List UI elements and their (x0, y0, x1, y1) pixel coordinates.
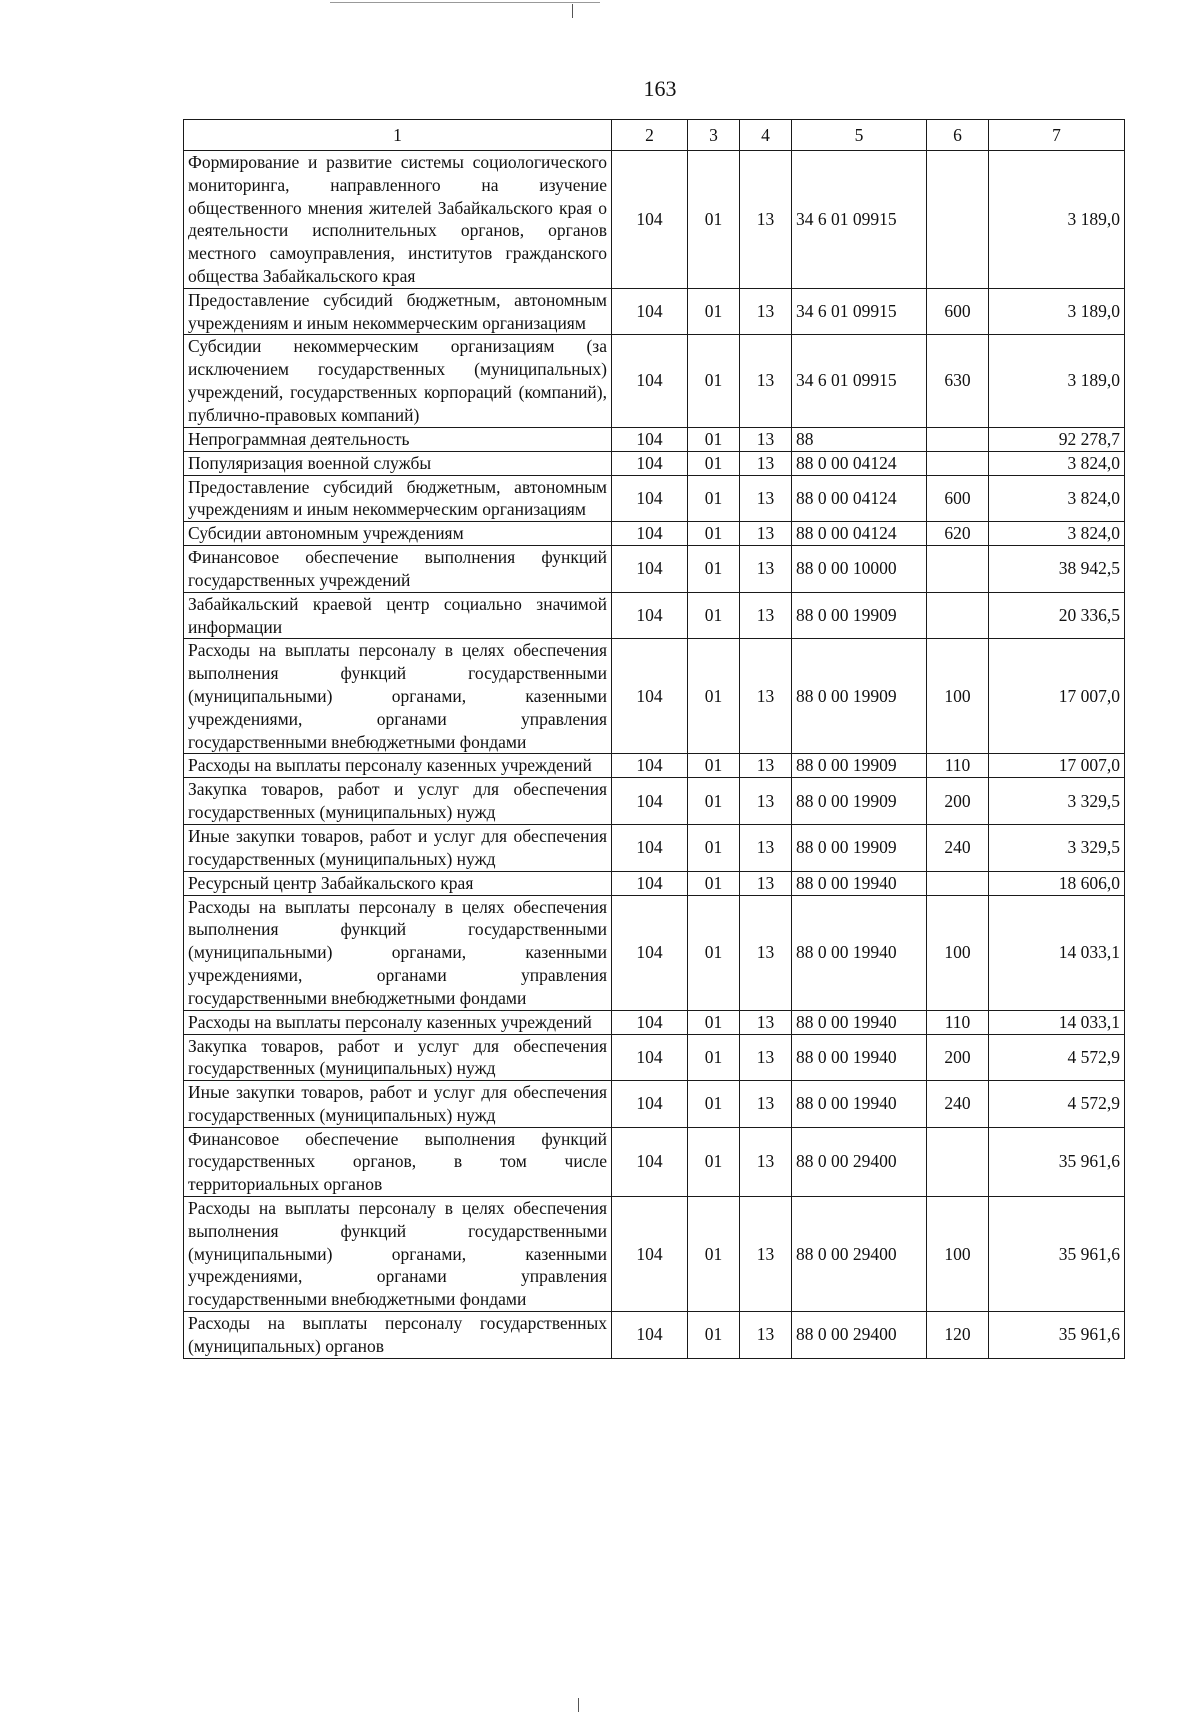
table-row (184, 895, 1125, 1010)
row-name-cell: Непрограммная деятельность (184, 427, 612, 451)
header-col-1: 1 (184, 120, 612, 151)
row-col2-cell: 104 (612, 151, 688, 289)
row-code-cell: 88 0 00 04124 (792, 475, 927, 522)
row-sum-cell: 4 572,9 (989, 1081, 1125, 1128)
row-code-cell: 88 0 00 29400 (792, 1197, 927, 1312)
row-col2-cell: 104 (612, 754, 688, 778)
row-col6-cell (927, 151, 989, 289)
row-col6-cell (927, 451, 989, 475)
row-col4-cell: 13 (740, 754, 792, 778)
row-col6-cell: 100 (927, 895, 989, 1010)
row-col2-cell: 104 (612, 288, 688, 335)
row-col6-cell: 630 (927, 335, 989, 427)
row-name-cell: Предоставление субсидий бюджетным, автономным учреждениям и иным некоммерческим организациям (184, 475, 612, 522)
row-name-cell: Расходы на выплаты персоналу в целях обеспечения выполнения функций государственными (муниципальными) органами, казенными учреждениями, органами управления государственными внебюджетными фондами (184, 639, 612, 754)
table-row (184, 522, 1125, 546)
row-name-cell: Популяризация военной службы (184, 451, 612, 475)
row-col2-cell: 104 (612, 451, 688, 475)
table-row (184, 451, 1125, 475)
header-col-2: 2 (612, 120, 688, 151)
row-col6-cell: 110 (927, 1010, 989, 1034)
row-col3-cell: 01 (688, 151, 740, 289)
row-sum-cell: 3 189,0 (989, 335, 1125, 427)
scan-top-tick (572, 4, 573, 18)
row-sum-cell: 18 606,0 (989, 871, 1125, 895)
row-col4-cell: 13 (740, 522, 792, 546)
row-col6-cell (927, 546, 989, 593)
header-col-7: 7 (989, 120, 1125, 151)
table-row (184, 592, 1125, 639)
table-row (184, 1010, 1125, 1034)
row-sum-cell: 3 329,5 (989, 778, 1125, 825)
row-name-cell: Закупка товаров, работ и услуг для обеспечения государственных (муниципальных) нужд (184, 1034, 612, 1081)
row-col6-cell: 600 (927, 475, 989, 522)
row-col6-cell: 110 (927, 754, 989, 778)
row-col3-cell: 01 (688, 1197, 740, 1312)
row-col3-cell: 01 (688, 895, 740, 1010)
table-row (184, 1127, 1125, 1196)
row-name-cell: Формирование и развитие системы социологического мониторинга, направленного на изучение общественного мнения жителей Забайкальского края о деятельности исполнительных органов, органов местного самоуправления, институтов гражданского общества Забайкальского края (184, 151, 612, 289)
row-sum-cell: 35 961,6 (989, 1197, 1125, 1312)
row-code-cell: 88 0 00 19940 (792, 1010, 927, 1034)
row-col2-cell: 104 (612, 639, 688, 754)
header-col-4: 4 (740, 120, 792, 151)
row-col2-cell: 104 (612, 895, 688, 1010)
table-row (184, 1034, 1125, 1081)
row-code-cell: 88 0 00 19909 (792, 592, 927, 639)
row-col2-cell: 104 (612, 1197, 688, 1312)
row-col6-cell: 620 (927, 522, 989, 546)
row-name-cell: Расходы на выплаты персоналу государственных (муниципальных) органов (184, 1312, 612, 1359)
row-name-cell: Закупка товаров, работ и услуг для обеспечения государственных (муниципальных) нужд (184, 778, 612, 825)
table-row (184, 871, 1125, 895)
table-row (184, 427, 1125, 451)
table-row (184, 639, 1125, 754)
table-row (184, 546, 1125, 593)
row-code-cell: 34 6 01 09915 (792, 335, 927, 427)
row-sum-cell: 14 033,1 (989, 895, 1125, 1010)
row-col6-cell: 200 (927, 1034, 989, 1081)
row-col6-cell: 240 (927, 824, 989, 871)
row-col4-cell: 13 (740, 151, 792, 289)
row-col4-cell: 13 (740, 824, 792, 871)
row-col2-cell: 104 (612, 475, 688, 522)
budget-table (183, 119, 1125, 1359)
row-col2-cell: 104 (612, 335, 688, 427)
row-col6-cell: 240 (927, 1081, 989, 1128)
row-name-cell: Субсидии автономным учреждениям (184, 522, 612, 546)
row-col4-cell: 13 (740, 592, 792, 639)
row-code-cell: 88 0 00 04124 (792, 451, 927, 475)
row-code-cell: 88 0 00 19909 (792, 778, 927, 825)
row-sum-cell: 3 824,0 (989, 475, 1125, 522)
row-code-cell: 34 6 01 09915 (792, 151, 927, 289)
row-name-cell: Расходы на выплаты персоналу в целях обеспечения выполнения функций государственными (муниципальными) органами, казенными учреждениями, органами управления государственными внебюджетными фондами (184, 1197, 612, 1312)
row-col6-cell (927, 592, 989, 639)
row-code-cell: 88 0 00 29400 (792, 1312, 927, 1359)
row-col4-cell: 13 (740, 895, 792, 1010)
row-sum-cell: 35 961,6 (989, 1127, 1125, 1196)
row-sum-cell: 14 033,1 (989, 1010, 1125, 1034)
row-col2-cell: 104 (612, 871, 688, 895)
table-row (184, 754, 1125, 778)
row-sum-cell: 4 572,9 (989, 1034, 1125, 1081)
row-col4-cell: 13 (740, 1312, 792, 1359)
row-name-cell: Финансовое обеспечение выполнения функций государственных органов, в том числе территориальных органов (184, 1127, 612, 1196)
row-col4-cell: 13 (740, 335, 792, 427)
row-code-cell: 88 0 00 19940 (792, 871, 927, 895)
table-row (184, 1312, 1125, 1359)
row-col3-cell: 01 (688, 546, 740, 593)
table-row (184, 151, 1125, 289)
scan-bottom-tick (578, 1698, 579, 1712)
scan-top-edge-line (330, 2, 600, 3)
row-col3-cell: 01 (688, 639, 740, 754)
row-col2-cell: 104 (612, 1081, 688, 1128)
row-col3-cell: 01 (688, 754, 740, 778)
row-col6-cell (927, 427, 989, 451)
row-sum-cell: 35 961,6 (989, 1312, 1125, 1359)
row-col3-cell: 01 (688, 451, 740, 475)
row-col4-cell: 13 (740, 1081, 792, 1128)
row-col3-cell: 01 (688, 1010, 740, 1034)
row-col3-cell: 01 (688, 288, 740, 335)
row-col6-cell (927, 871, 989, 895)
row-name-cell: Расходы на выплаты персоналу в целях обеспечения выполнения функций государственными (муниципальными) органами, казенными учреждениями, органами управления государственными внебюджетными фондами (184, 895, 612, 1010)
row-col4-cell: 13 (740, 639, 792, 754)
row-code-cell: 88 0 00 19909 (792, 639, 927, 754)
row-col4-cell: 13 (740, 1197, 792, 1312)
table-row (184, 1197, 1125, 1312)
row-col3-cell: 01 (688, 475, 740, 522)
row-code-cell: 88 0 00 10000 (792, 546, 927, 593)
row-name-cell: Расходы на выплаты персоналу казенных учреждений (184, 754, 612, 778)
table-row (184, 288, 1125, 335)
row-sum-cell: 3 329,5 (989, 824, 1125, 871)
row-col2-cell: 104 (612, 522, 688, 546)
table-row (184, 1081, 1125, 1128)
row-code-cell: 88 0 00 04124 (792, 522, 927, 546)
row-col2-cell: 104 (612, 592, 688, 639)
row-sum-cell: 20 336,5 (989, 592, 1125, 639)
row-col3-cell: 01 (688, 427, 740, 451)
row-col4-cell: 13 (740, 778, 792, 825)
row-col2-cell: 104 (612, 546, 688, 593)
row-name-cell: Финансовое обеспечение выполнения функций государственных учреждений (184, 546, 612, 593)
row-col4-cell: 13 (740, 1127, 792, 1196)
row-name-cell: Предоставление субсидий бюджетным, автономным учреждениям и иным некоммерческим организациям (184, 288, 612, 335)
row-name-cell: Ресурсный центр Забайкальского края (184, 871, 612, 895)
row-col4-cell: 13 (740, 1010, 792, 1034)
row-col3-cell: 01 (688, 1034, 740, 1081)
row-col3-cell: 01 (688, 1127, 740, 1196)
header-col-6: 6 (927, 120, 989, 151)
row-col4-cell: 13 (740, 871, 792, 895)
row-code-cell: 88 0 00 19909 (792, 824, 927, 871)
row-col3-cell: 01 (688, 778, 740, 825)
row-col4-cell: 13 (740, 475, 792, 522)
header-row (184, 120, 1125, 151)
row-code-cell: 88 0 00 19940 (792, 1034, 927, 1081)
row-col4-cell: 13 (740, 288, 792, 335)
row-sum-cell: 92 278,7 (989, 427, 1125, 451)
page-number: 163 (643, 76, 677, 101)
row-col3-cell: 01 (688, 335, 740, 427)
row-name-cell: Субсидии некоммерческим организациям (за исключением государственных (муниципальных) учреждений, государственных корпораций (компаний), публично-правовых компаний) (184, 335, 612, 427)
row-col6-cell (927, 1127, 989, 1196)
table-row (184, 335, 1125, 427)
row-sum-cell: 17 007,0 (989, 754, 1125, 778)
row-sum-cell: 3 189,0 (989, 288, 1125, 335)
row-col3-cell: 01 (688, 871, 740, 895)
row-sum-cell: 3 189,0 (989, 151, 1125, 289)
row-col2-cell: 104 (612, 1010, 688, 1034)
table-row (184, 475, 1125, 522)
row-col2-cell: 104 (612, 1127, 688, 1196)
row-col4-cell: 13 (740, 427, 792, 451)
row-col2-cell: 104 (612, 778, 688, 825)
row-col2-cell: 104 (612, 824, 688, 871)
row-sum-cell: 17 007,0 (989, 639, 1125, 754)
table-row (184, 778, 1125, 825)
row-col3-cell: 01 (688, 1081, 740, 1128)
row-code-cell: 88 0 00 29400 (792, 1127, 927, 1196)
header-col-3: 3 (688, 120, 740, 151)
row-col4-cell: 13 (740, 451, 792, 475)
row-col3-cell: 01 (688, 824, 740, 871)
row-col6-cell: 100 (927, 639, 989, 754)
row-code-cell: 88 0 00 19909 (792, 754, 927, 778)
row-col3-cell: 01 (688, 1312, 740, 1359)
row-name-cell: Забайкальский краевой центр социально значимой информации (184, 592, 612, 639)
row-col6-cell: 600 (927, 288, 989, 335)
row-code-cell: 88 0 00 19940 (792, 895, 927, 1010)
row-col6-cell: 100 (927, 1197, 989, 1312)
table-row (184, 824, 1125, 871)
row-col2-cell: 104 (612, 427, 688, 451)
row-col6-cell: 200 (927, 778, 989, 825)
header-col-5: 5 (792, 120, 927, 151)
row-col4-cell: 13 (740, 1034, 792, 1081)
table-body (184, 151, 1125, 1359)
row-sum-cell: 3 824,0 (989, 451, 1125, 475)
row-name-cell: Иные закупки товаров, работ и услуг для обеспечения государственных (муниципальных) нужд (184, 1081, 612, 1128)
row-col4-cell: 13 (740, 546, 792, 593)
row-col6-cell: 120 (927, 1312, 989, 1359)
row-col2-cell: 104 (612, 1312, 688, 1359)
row-col3-cell: 01 (688, 592, 740, 639)
row-name-cell: Расходы на выплаты персоналу казенных учреждений (184, 1010, 612, 1034)
row-sum-cell: 38 942,5 (989, 546, 1125, 593)
row-code-cell: 34 6 01 09915 (792, 288, 927, 335)
row-name-cell: Иные закупки товаров, работ и услуг для обеспечения государственных (муниципальных) нужд (184, 824, 612, 871)
row-code-cell: 88 (792, 427, 927, 451)
row-col3-cell: 01 (688, 522, 740, 546)
row-sum-cell: 3 824,0 (989, 522, 1125, 546)
row-col2-cell: 104 (612, 1034, 688, 1081)
row-code-cell: 88 0 00 19940 (792, 1081, 927, 1128)
